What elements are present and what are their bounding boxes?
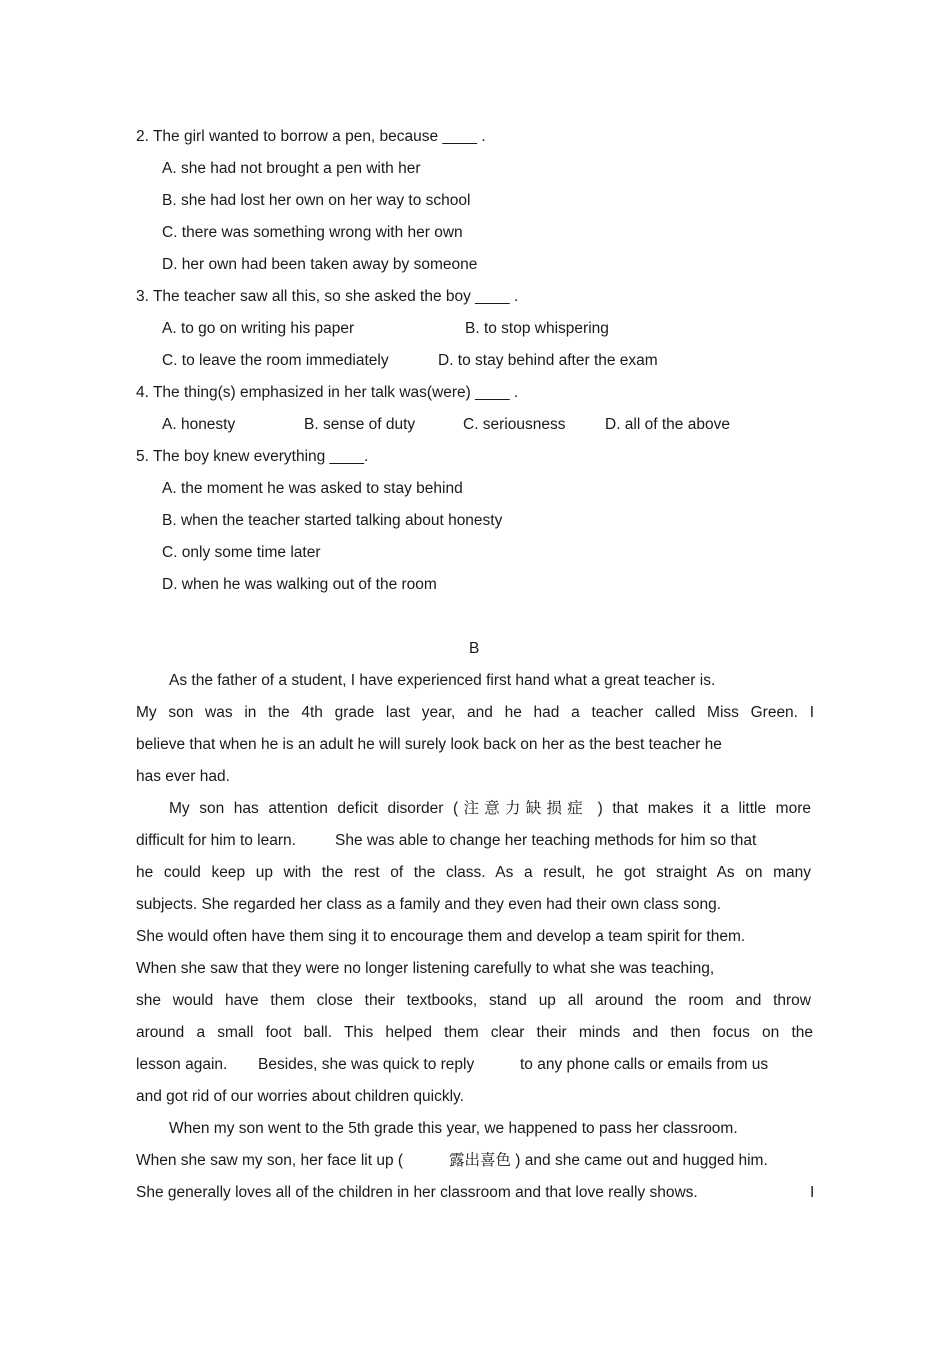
question-4-option-b: B. sense of duty — [304, 416, 416, 433]
passage-line: lesson again. — [136, 1056, 228, 1073]
question-2-option-b: B. she had lost her own on her way to school — [162, 192, 471, 209]
passage-line: to any phone calls or emails from us — [520, 1056, 769, 1073]
question-5-stem: 5. The boy knew everything ____. — [136, 448, 369, 465]
question-2-option-d: D. her own had been taken away by someone — [162, 256, 478, 273]
passage-line: 露出喜色 ) and she came out and hugged him. — [449, 1152, 768, 1169]
question-5-option-d: D. when he was walking out of the room — [162, 576, 437, 593]
question-5-option-b: B. when the teacher started talking about honesty — [162, 512, 503, 529]
section-heading: B — [469, 640, 480, 657]
passage-line: difficult for him to learn. — [136, 832, 296, 849]
question-3-option-c: C. to leave the room immediately — [162, 352, 389, 369]
passage-line: When she saw that they were no longer listening carefully to what she was teaching, — [136, 960, 715, 977]
question-2-option-a: A. she had not brought a pen with her — [162, 160, 421, 177]
passage-line: My son was in the 4th grade last year, and he had a teacher called Miss Green. I — [136, 704, 814, 721]
passage-line: subjects. She regarded her class as a family and they even had their own class song. — [136, 896, 722, 913]
question-3-option-d: D. to stay behind after the exam — [438, 352, 658, 369]
question-4-option-c: C. seriousness — [463, 416, 566, 433]
passage-line: around a small foot ball. This helped them clear their minds and then focus on the — [136, 1024, 813, 1041]
passage-line: has ever had. — [136, 768, 230, 785]
passage-line: When my son went to the 5th grade this year, we happened to pass her classroom. — [169, 1120, 738, 1137]
passage-line: She would often have them sing it to encourage them and develop a team spirit for them. — [136, 928, 746, 945]
passage-line: he could keep up with the rest of the class. As a result, he got straight As on many — [136, 864, 811, 881]
question-4-option-d: D. all of the above — [605, 416, 730, 433]
passage-line: When she saw my son, her face lit up ( — [136, 1152, 404, 1169]
question-3-option-b: B. to stop whispering — [465, 320, 609, 337]
question-2-option-c: C. there was something wrong with her own — [162, 224, 463, 241]
passage-line: She was able to change her teaching methods for him so that — [335, 832, 757, 849]
question-3-option-a: A. to go on writing his paper — [162, 320, 355, 337]
passage-line: she would have them close their textbooks, stand up all around the room and throw — [136, 992, 811, 1009]
passage-line: Besides, she was quick to reply — [258, 1056, 475, 1073]
passage-line: believe that when he is an adult he will surely look back on her as the best teacher he — [136, 736, 722, 753]
question-4-stem: 4. The thing(s) emphasized in her talk was(were) ____ . — [136, 384, 519, 401]
passage-line: She generally loves all of the children in her classroom and that love really shows. — [136, 1184, 698, 1201]
question-4-option-a: A. honesty — [162, 416, 236, 433]
passage-line: My son has attention deficit disorder (注意力缺损症 ) that makes it a little more — [169, 800, 811, 817]
question-5-option-c: C. only some time later — [162, 544, 321, 561]
passage-line: I — [810, 1184, 815, 1201]
question-5-option-a: A. the moment he was asked to stay behind — [162, 480, 463, 497]
question-3-stem: 3. The teacher saw all this, so she asked the boy ____ . — [136, 288, 519, 305]
passage-line: As the father of a student, I have experienced first hand what a great teacher is. — [169, 672, 716, 689]
passage-line: and got rid of our worries about children quickly. — [136, 1088, 464, 1105]
question-2-stem: 2. The girl wanted to borrow a pen, because ____ . — [136, 128, 486, 145]
